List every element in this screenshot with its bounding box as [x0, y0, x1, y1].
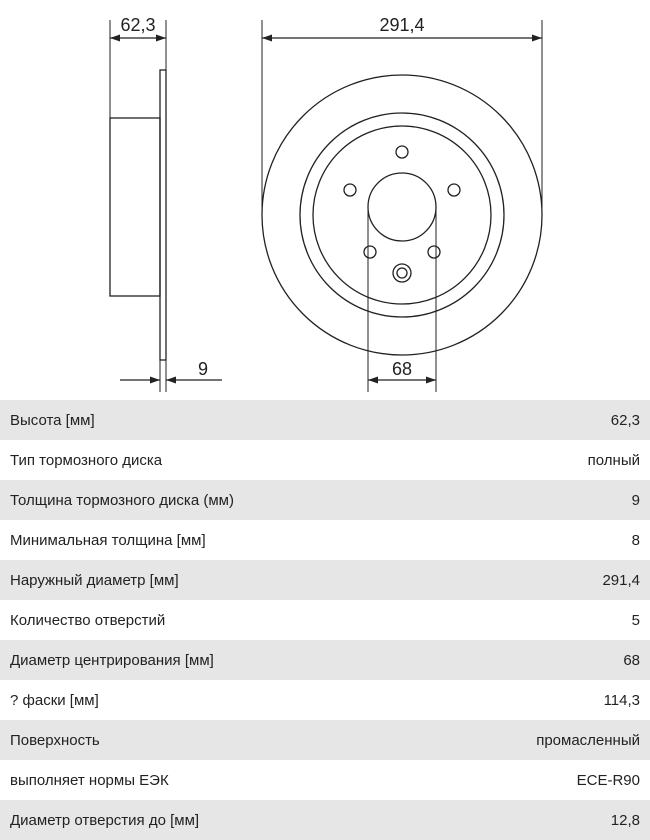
front-view — [262, 20, 542, 392]
spec-row-height — [0, 400, 650, 440]
spec-row-ece-norm — [0, 760, 650, 800]
center-bore-dimension-label: 68 — [391, 359, 413, 379]
spec-row-centering-diameter — [0, 640, 650, 680]
bolt-hole-5 — [428, 246, 440, 258]
spec-value: 62,3 — [610, 411, 640, 429]
brake-disc-drawing — [0, 0, 650, 400]
spec-label: Диаметр центрирования [мм] — [10, 651, 214, 669]
spec-value: 5 — [631, 611, 640, 629]
side-view — [110, 20, 222, 392]
outer-rim — [262, 75, 542, 355]
hat-edge — [313, 126, 491, 304]
spec-value: 8 — [631, 531, 640, 549]
spec-label: Толщина тормозного диска (мм) — [10, 491, 234, 509]
center-bore — [368, 173, 436, 241]
spec-row-min-thickness — [0, 520, 650, 560]
disc-profile — [160, 70, 166, 360]
bolt-hole-3 — [448, 184, 460, 196]
technical-drawing — [0, 0, 650, 400]
hub-profile — [110, 118, 160, 296]
spec-row-hole-diameter — [0, 800, 650, 840]
spec-row-chamfer — [0, 680, 650, 720]
spec-row-hole-count — [0, 600, 650, 640]
bolt-hole-1 — [396, 146, 408, 158]
spec-value: полный — [587, 451, 640, 469]
spec-value: 114,3 — [603, 691, 640, 709]
friction-ring-inner — [300, 113, 504, 317]
spec-value: 9 — [631, 491, 640, 509]
spec-row-surface — [0, 720, 650, 760]
spec-value: промасленный — [536, 731, 640, 749]
spec-label: Поверхность — [10, 731, 100, 749]
spec-label: ? фаски [мм] — [10, 691, 99, 709]
height-dimension-label: 62,3 — [120, 15, 156, 35]
spec-row-outer-diameter — [0, 560, 650, 600]
spec-label: Высота [мм] — [10, 411, 95, 429]
spec-label: Наружный диаметр [мм] — [10, 571, 179, 589]
spec-value: 291,4 — [602, 571, 640, 589]
spec-value: 68 — [623, 651, 640, 669]
spec-row-thickness — [0, 480, 650, 520]
spec-value: ECE-R90 — [576, 771, 640, 789]
spec-label: Минимальная толщина [мм] — [10, 531, 206, 549]
set-screw-hole-inner — [397, 268, 407, 278]
spec-row-disc-type — [0, 440, 650, 480]
set-screw-hole-outer — [393, 264, 411, 282]
bolt-hole-4 — [364, 246, 376, 258]
bolt-hole-2 — [344, 184, 356, 196]
spec-label: Диаметр отверстия до [мм] — [10, 811, 200, 829]
specifications-table — [0, 400, 650, 840]
spec-value: 12,8 — [610, 811, 640, 829]
spec-label: Тип тормозного диска — [10, 451, 163, 469]
thickness-dimension-label: 9 — [197, 359, 209, 379]
outer-diameter-dimension-label: 291,4 — [379, 15, 425, 35]
spec-label: выполняет нормы ЕЭК — [10, 771, 169, 789]
spec-label: Количество отверстий — [10, 611, 166, 629]
